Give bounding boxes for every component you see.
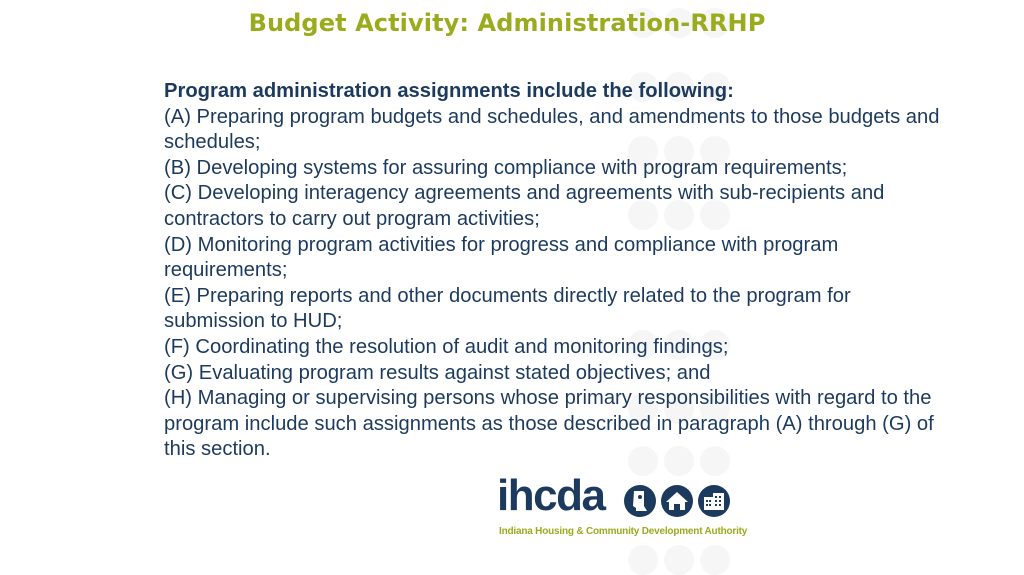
ihcda-logo xyxy=(497,471,748,542)
list-item-b: (B) Developing systems for assuring compliance with program requirements; xyxy=(164,156,848,179)
list-item-d: (D) Monitoring program activities for progress and compliance with program requirements; xyxy=(164,233,839,282)
list-item-h: (H) Managing or supervising persons whose primary responsibilities with regard to the program include such assignments as those described in paragraph (A) through (G) of this section. xyxy=(164,387,934,461)
logo-icons xyxy=(623,484,733,518)
house-icon xyxy=(661,485,693,517)
indiana-state-icon xyxy=(624,485,656,517)
list-item-a: (A) Preparing program budgets and schedules, and amendments to those budgets and schedules; xyxy=(164,105,940,154)
list-item-c: (C) Developing interagency agreements and agreements with sub-recipients and contractors to carry out program activities; xyxy=(164,182,885,230)
body-text xyxy=(164,79,954,463)
list-item-f: (F) Coordinating the resolution of audit and monitoring findings; xyxy=(164,335,729,358)
list-item-g: (G) Evaluating program results against stated objectives; and xyxy=(164,361,711,384)
slide-title: Budget Activity: Administration-RRHP xyxy=(248,9,766,37)
list-heading: Program administration assignments include the following: xyxy=(164,80,734,102)
buildings-icon xyxy=(698,485,730,517)
list-item-e: (E) Preparing reports and other documents directly related to the program for submission to HUD; xyxy=(164,284,851,333)
logo-wordmark: ihcda xyxy=(497,471,605,520)
logo-tagline: Indiana Housing & Community Development Authority xyxy=(499,526,748,537)
